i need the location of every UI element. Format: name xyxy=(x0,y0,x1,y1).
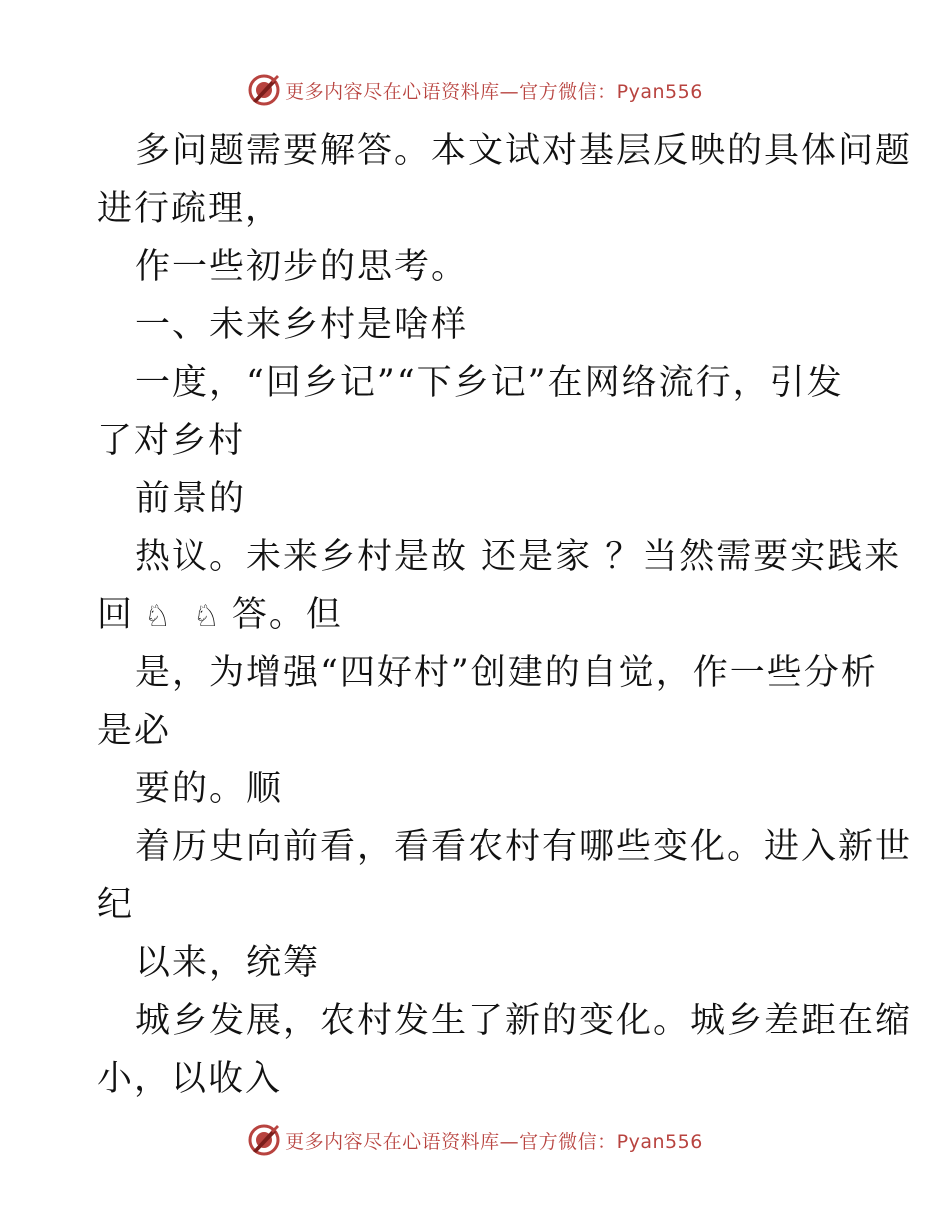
text-line xyxy=(97,644,878,702)
text-line xyxy=(97,470,857,528)
text-line-content: 热议。未来乡村是故 还是家 ？当然需要实践来 xyxy=(135,537,902,577)
text-line-content: 了对乡村 xyxy=(97,421,246,461)
text-line xyxy=(97,354,857,412)
text-line xyxy=(97,412,857,470)
text-line xyxy=(97,528,902,586)
text-line xyxy=(97,876,857,934)
text-line xyxy=(97,1050,857,1108)
knight-glyph-icon: ♘ xyxy=(192,599,222,634)
footer-banner-text: 更多内容尽在心语资料库—官方微信：Pyan556 xyxy=(285,1130,703,1153)
text-line xyxy=(97,586,857,644)
header-banner-text: 更多内容尽在心语资料库—官方微信：Pyan556 xyxy=(285,80,703,103)
text-line-content: 是必 xyxy=(97,711,172,751)
text-line-content: 要的。顺 xyxy=(135,769,284,809)
text-line-content: 多问题需要解答。本文试对基层反映的具体问题 xyxy=(135,131,913,171)
document-body xyxy=(97,122,913,1108)
text-line xyxy=(97,122,913,180)
text-line-content: 城乡发展，农村发生了新的变化。城乡差距在缩 xyxy=(135,1001,913,1041)
text-line-content: 一度，“回乡记”“下乡记”在网络流行，引发 xyxy=(135,363,844,403)
text-line xyxy=(97,296,857,354)
knight-glyph-icon: ♘ xyxy=(144,599,173,634)
text-line xyxy=(97,992,913,1050)
text-line-content: 作一些初步的思考。 xyxy=(135,247,469,287)
text-line xyxy=(97,238,857,296)
header-banner xyxy=(0,70,950,110)
text-line-content: 回 xyxy=(97,595,135,635)
text-line-content: 以来，统筹 xyxy=(135,943,321,983)
text-line-tail: 答。但 xyxy=(231,595,343,635)
quill-pen-logo-icon xyxy=(247,73,281,107)
text-line xyxy=(97,702,857,760)
footer-banner xyxy=(0,1120,950,1160)
text-line xyxy=(97,760,857,818)
quill-pen-logo-icon xyxy=(247,1123,281,1157)
text-line-content: 纪 xyxy=(97,885,135,925)
text-line xyxy=(97,934,857,992)
text-line xyxy=(97,180,857,238)
text-line-content: 前景的 xyxy=(135,479,247,519)
text-line-content: 一、未来乡村是啥样 xyxy=(135,305,469,345)
text-line-content: 着历史向前看，看看农村有哪些变化。进入新世 xyxy=(135,827,913,867)
text-line xyxy=(97,818,913,876)
text-line-content: 进行疏理， xyxy=(97,189,283,229)
text-line-content: 是，为增强“四好村”创建的自觉，作一些分析 xyxy=(135,653,878,693)
text-line-content: 小，以收入 xyxy=(97,1059,283,1099)
